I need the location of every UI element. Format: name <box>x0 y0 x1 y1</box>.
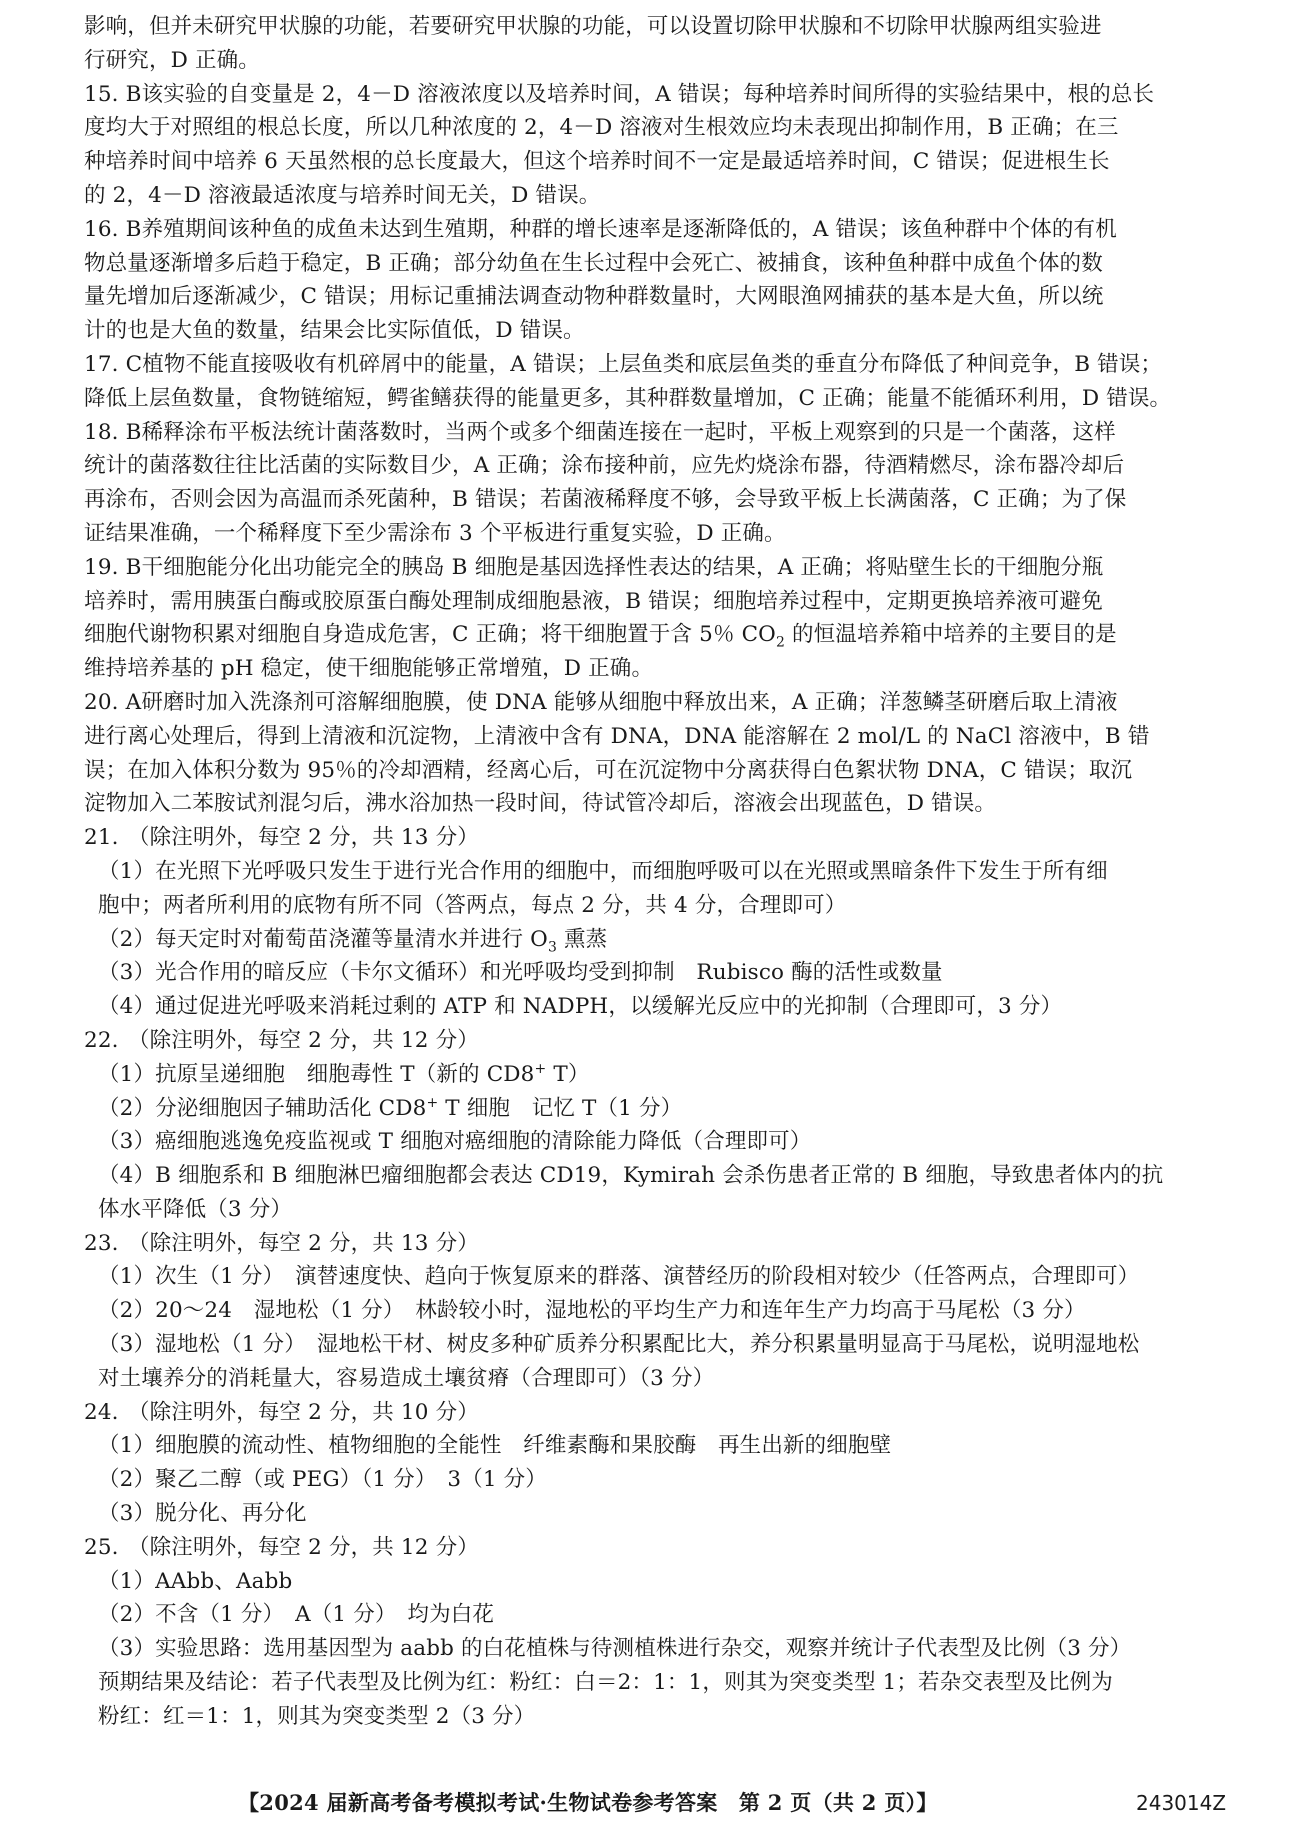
answer-19 <box>84 551 1234 686</box>
text-line: T） <box>546 1061 590 1087</box>
text-line: 预期结果及结论：若子代表型及比例为红：粉红：白＝2：1：1，则其为突变类型 1；若杂交表型及比例为 <box>98 1670 1113 1696</box>
answer-23 <box>84 1227 1234 1396</box>
question-number: 15. B <box>84 81 142 107</box>
text-line: 误；在加入体积分数为 95％的冷却酒精，经离心后，可在沉淀物中分离获得白色絮状物 DNA，C 错误；取沉 <box>84 757 1133 783</box>
answer-16 <box>84 213 1234 348</box>
text-line: 熏蒸 <box>557 926 608 952</box>
answer-15 <box>84 78 1234 213</box>
text-line: （1）细胞膜的流动性、植物细胞的全能性 纤维素酶和果胶酶 再生出新的细胞壁 <box>98 1433 892 1459</box>
text-line: （3）湿地松（1 分） 湿地松干材、树皮多种矿质养分积累配比大，养分积累量明显高于马尾松，说明湿地松 <box>98 1332 1140 1358</box>
text-line: 的恒温培养箱中培养的主要目的是 <box>785 622 1117 648</box>
text-line: （1）AAbb、Aabb <box>98 1568 293 1594</box>
text-line: （3）癌细胞逃逸免疫监视或 T 细胞对癌细胞的清除能力降低（合理即可） <box>98 1129 812 1155</box>
text-line: 量先增加后逐渐减少，C 错误；用标记重捕法调查动物种群数量时，大网眼渔网捕获的基本是大鱼，所以统 <box>84 284 1104 310</box>
text-line: T 细胞 记忆 T（1 分） <box>438 1095 683 1121</box>
text-line: 胞中；两者所利用的底物有所不同（答两点，每点 2 分，共 4 分，合理即可） <box>98 892 847 918</box>
question-number: 18. B <box>84 419 142 445</box>
text-line: 证结果准确，一个稀释度下至少需涂布 3 个平板进行重复实验，D 正确。 <box>84 520 786 546</box>
answer-18 <box>84 416 1234 551</box>
text-line: （2）20～24 湿地松（1 分） 林龄较小时，湿地松的平均生产力和连年生产力均高于马尾松（3 分） <box>98 1298 1086 1324</box>
answer-25 <box>84 1531 1234 1734</box>
text-line: 行研究，D 正确。 <box>84 47 260 73</box>
text-line: 淀物加入二苯胺试剂混匀后，沸水浴加热一段时间，待试管冷却后，溶液会出现蓝色，D 错误。 <box>84 791 997 817</box>
text-line: （2）分泌细胞因子辅助活化 CD8 <box>98 1095 427 1121</box>
answer-24 <box>84 1396 1234 1531</box>
text-line: （1）在光照下光呼吸只发生于进行光合作用的细胞中，而细胞呼吸可以在光照或黑暗条件下发生于所有细 <box>98 858 1108 884</box>
answer-20 <box>84 686 1234 821</box>
question-number: 24. <box>84 1399 119 1425</box>
footer-title: 【2024 届新高考备考模拟考试·生物试卷参考答案 第 2 页（共 2 页）】 <box>238 1790 938 1815</box>
text-line: 维持培养基的 pH 稳定，使干细胞能够正常增殖，D 正确。 <box>84 656 654 682</box>
question-number: 17. C <box>84 351 143 377</box>
text-line: 该实验的自变量是 2，4－D 溶液浓度以及培养时间，A 错误；每种培养时间所得的实验结果中，根的总长 <box>141 81 1155 107</box>
text-line: 再涂布，否则会因为高温而杀死菌种，B 错误；若菌液稀释度不够，会导致平板上长满菌落，C 正确；为了保 <box>84 487 1127 513</box>
text-line: 养殖期间该种鱼的成鱼未达到生殖期，种群的增长速率是逐渐降低的，A 错误；该鱼种群中个体的有机 <box>141 216 1117 242</box>
text-line: （4）B 细胞系和 B 细胞淋巴瘤细胞都会表达 CD19，Kymirah 会杀伤患者正常的 B 细胞，导致患者体内的抗 <box>98 1163 1164 1189</box>
text-line: 度均大于对照组的根总长度，所以几种浓度的 2，4－D 溶液对生根效应均未表现出抑制作用，B 正确；在三 <box>84 115 1119 141</box>
text-line: 对土壤养分的消耗量大，容易造成土壤贫瘠（合理即可）（3 分） <box>98 1365 715 1391</box>
question-number: 21. <box>84 825 119 851</box>
document-code: 243014Z <box>1136 1791 1227 1815</box>
text-line: 稀释涂布平板法统计菌落数时，当两个或多个细菌连接在一起时，平板上观察到的只是一个菌落，这样 <box>141 419 1116 445</box>
text-line: （3）脱分化、再分化 <box>98 1501 307 1527</box>
text-line: （3）光合作用的暗反应（卡尔文循环）和光呼吸均受到抑制 Rubisco 酶的活性或数量 <box>98 960 943 986</box>
text-line: 研磨时加入洗涤剂可溶解细胞膜，使 DNA 能够从细胞中释放出来，A 正确；洋葱鳞茎研磨后取上清液 <box>141 689 1118 715</box>
scoring-note: （除注明外，每空 2 分，共 13 分） <box>128 1230 479 1256</box>
text-line: （2）不含（1 分） A（1 分） 均为白花 <box>98 1602 495 1628</box>
question-number: 19. B <box>84 554 142 580</box>
answer-22 <box>84 1024 1234 1227</box>
text-line: （1）次生（1 分） 演替速度快、趋向于恢复原来的群落、演替经历的阶段相对较少（任答两点，合理即可） <box>98 1264 1140 1290</box>
text-line: （4）通过促进光呼吸来消耗过剩的 ATP 和 NADPH，以缓解光反应中的光抑制（合理即可，3 分） <box>98 994 1063 1020</box>
text-line: 体水平降低（3 分） <box>98 1196 293 1222</box>
text-line: （2）聚乙二醇（或 PEG）（1 分） 3（1 分） <box>98 1467 547 1493</box>
superscript: + <box>534 1060 547 1077</box>
text-line: 进行离心处理后，得到上清液和沉淀物，上清液中含有 DNA，DNA 能溶解在 2 mol/L 的 NaCl 溶液中，B 错 <box>84 723 1150 749</box>
question-number: 23. <box>84 1230 119 1256</box>
text-line: （1）抗原呈递细胞 细胞毒性 T（新的 CD8 <box>98 1061 535 1087</box>
text-line: 培养时，需用胰蛋白酶或胶原蛋白酶处理制成细胞悬液，B 错误；细胞培养过程中，定期更换培养液可避免 <box>84 588 1103 614</box>
text-line: 种培养时间中培养 6 天虽然根的总长度最大，但这个培养时间不一定是最适培养时间，C 错误；促进根生长 <box>84 149 1110 175</box>
text-line: 干细胞能分化出功能完全的胰岛 B 细胞是基因选择性表达的结果，A 正确；将贴壁生长的干细胞分瓶 <box>141 554 1104 580</box>
subscript: 3 <box>547 938 557 955</box>
scoring-note: （除注明外，每空 2 分，共 10 分） <box>128 1399 479 1425</box>
scoring-note: （除注明外，每空 2 分，共 12 分） <box>128 1534 479 1560</box>
superscript: + <box>426 1094 439 1111</box>
text-line: （3）实验思路：选用基因型为 aabb 的白花植株与待测植株进行杂交，观察并统计子代表型及比例（3 分） <box>98 1636 1132 1662</box>
text-line: 粉红：红＝1：1，则其为突变类型 2（3 分） <box>98 1703 536 1729</box>
text-line: 的 2，4－D 溶液最适浓度与培养时间无关，D 错误。 <box>84 182 601 208</box>
text-line: 植物不能直接吸收有机碎屑中的能量，A 错误；上层鱼类和底层鱼类的垂直分布降低了种间竞争，B 错误； <box>142 351 1163 377</box>
question-number: 20. A <box>84 689 142 715</box>
text-line: 计的也是大鱼的数量，结果会比实际值低，D 错误。 <box>84 318 585 344</box>
text-line: （2）每天定时对葡萄苗浇灌等量清水并进行 O <box>98 926 548 952</box>
q14-continued <box>84 10 1234 78</box>
scoring-note: （除注明外，每空 2 分，共 13 分） <box>128 825 479 851</box>
answer-21 <box>84 821 1234 1024</box>
subscript: 2 <box>775 634 786 651</box>
text-line: 细胞代谢物积累对细胞自身造成危害，C 正确；将干细胞置于含 5％ CO <box>84 622 776 648</box>
page-footer <box>0 1786 1291 1820</box>
scoring-note: （除注明外，每空 2 分，共 12 分） <box>128 1027 479 1053</box>
text-line: 统计的菌落数往往比活菌的实际数目少，A 正确；涂布接种前，应先灼烧涂布器，待酒精燃尽，涂布器冷却后 <box>84 453 1125 479</box>
question-number: 25. <box>84 1534 119 1560</box>
text-line: 降低上层鱼数量，食物链缩短，鳄雀鳝获得的能量更多，其种群数量增加，C 正确；能量不能循环利用，D 错误。 <box>84 385 1172 411</box>
answer-17 <box>84 348 1234 416</box>
text-line: 影响，但并未研究甲状腺的功能，若要研究甲状腺的功能，可以设置切除甲状腺和不切除甲状腺两组实验进 <box>84 14 1102 39</box>
question-number: 22. <box>84 1027 119 1053</box>
text-line: 物总量逐渐增多后趋于稳定，B 正确；部分幼鱼在生长过程中会死亡、被捕食，该种鱼种群中成鱼个体的数 <box>84 250 1103 276</box>
answer-document <box>84 10 1234 1734</box>
question-number: 16. B <box>84 216 142 242</box>
